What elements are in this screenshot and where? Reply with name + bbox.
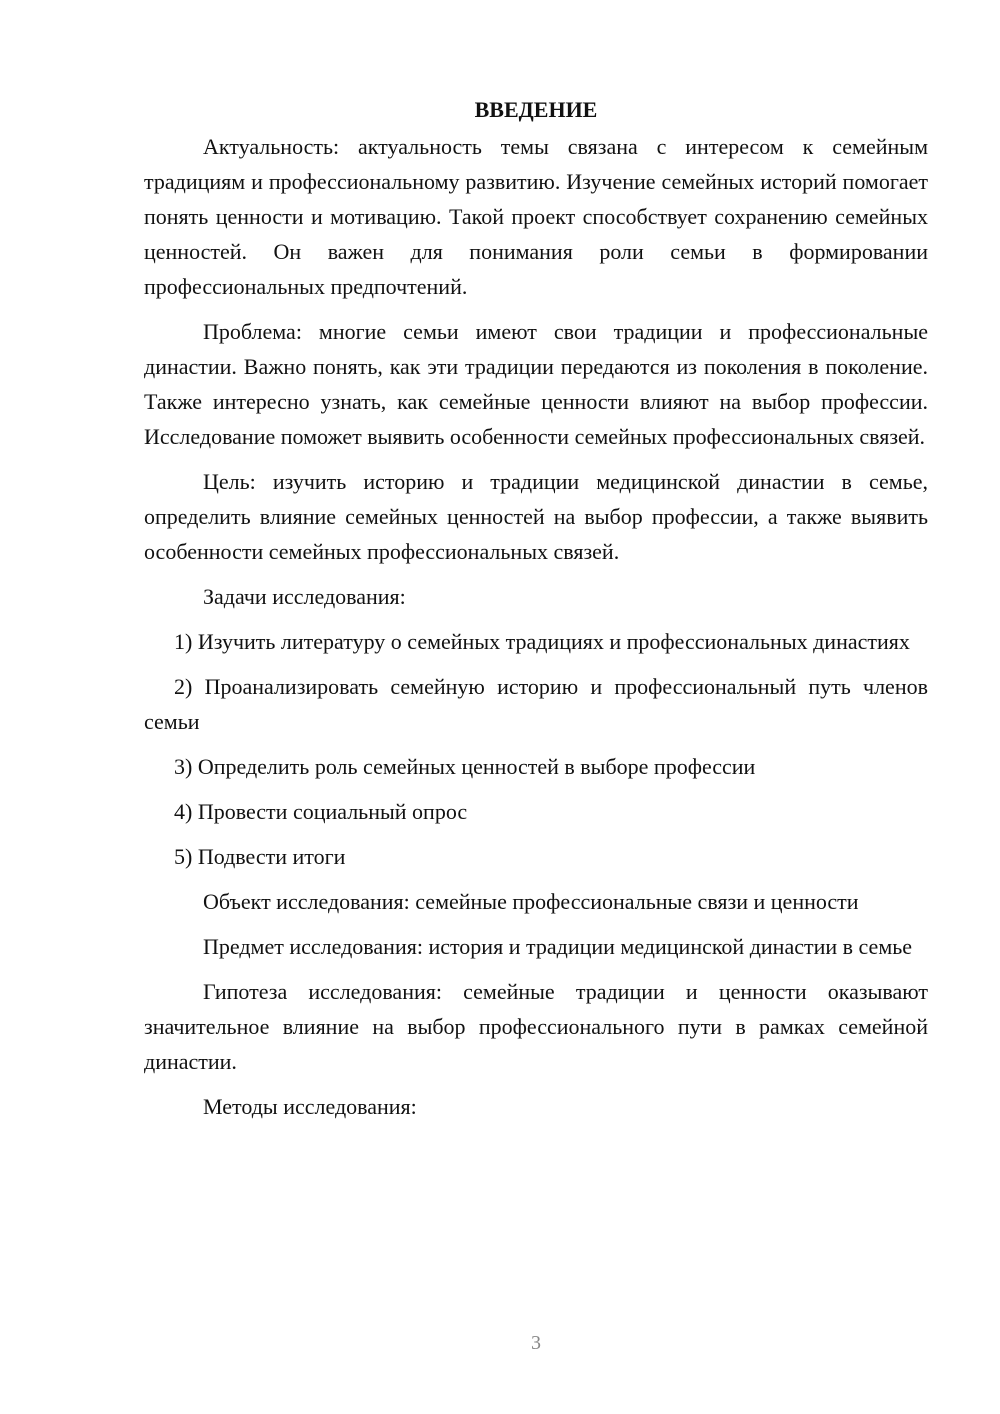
methods-heading: Методы исследования: (203, 1094, 417, 1119)
task-item-4: 4) Провести социальный опрос (174, 799, 468, 824)
subject-paragraph: Предмет исследования: история и традиции медицинской династии в семье (203, 934, 913, 959)
task-item-2: 2) Проанализировать семейную историю и профессиональный путь членов семьи (144, 674, 928, 734)
section-title: ВВЕДЕНИЕ (474, 97, 598, 122)
object-paragraph: Объект исследования: семейные профессиональные связи и ценности (203, 889, 859, 914)
tasks-heading: Задачи исследования: (203, 584, 406, 609)
page-number: 3 (531, 1332, 541, 1354)
problem-paragraph: Проблема: многие семьи имеют свои традиции и профессиональные династии. Важно понять, как эти традиции передаются из поколения в поколение. Также интересно узнать, как семейные ценности влияют на выбор профессии. Исследование поможет выявить особенности семейных профессиональных связей. (144, 319, 928, 449)
task-item-3: 3) Определить роль семейных ценностей в выборе профессии (174, 754, 756, 779)
document-body (144, 92, 928, 1134)
goal-paragraph: Цель: изучить историю и традиции медицинской династии в семье, определить влияние семейных ценностей на выбор профессии, а также выявить особенности семейных профессиональных связей. (144, 469, 928, 564)
task-item-5: 5) Подвести итоги (174, 844, 346, 869)
relevance-paragraph: Актуальность: актуальность темы связана с интересом к семейным традициям и профессиональному развитию. Изучение семейных историй помогает понять ценности и мотивацию. Такой проект способствует сохранению семейных ценностей. Он важен для понимания роли семьи в формировании профессиональных предпочтений. (144, 134, 928, 299)
task-item-1: 1) Изучить литературу о семейных традициях и профессиональных династиях (174, 629, 910, 654)
hypothesis-paragraph: Гипотеза исследования: семейные традиции и ценности оказывают значительное влияние на выбор профессионального пути в рамках семейной династии. (144, 979, 928, 1074)
